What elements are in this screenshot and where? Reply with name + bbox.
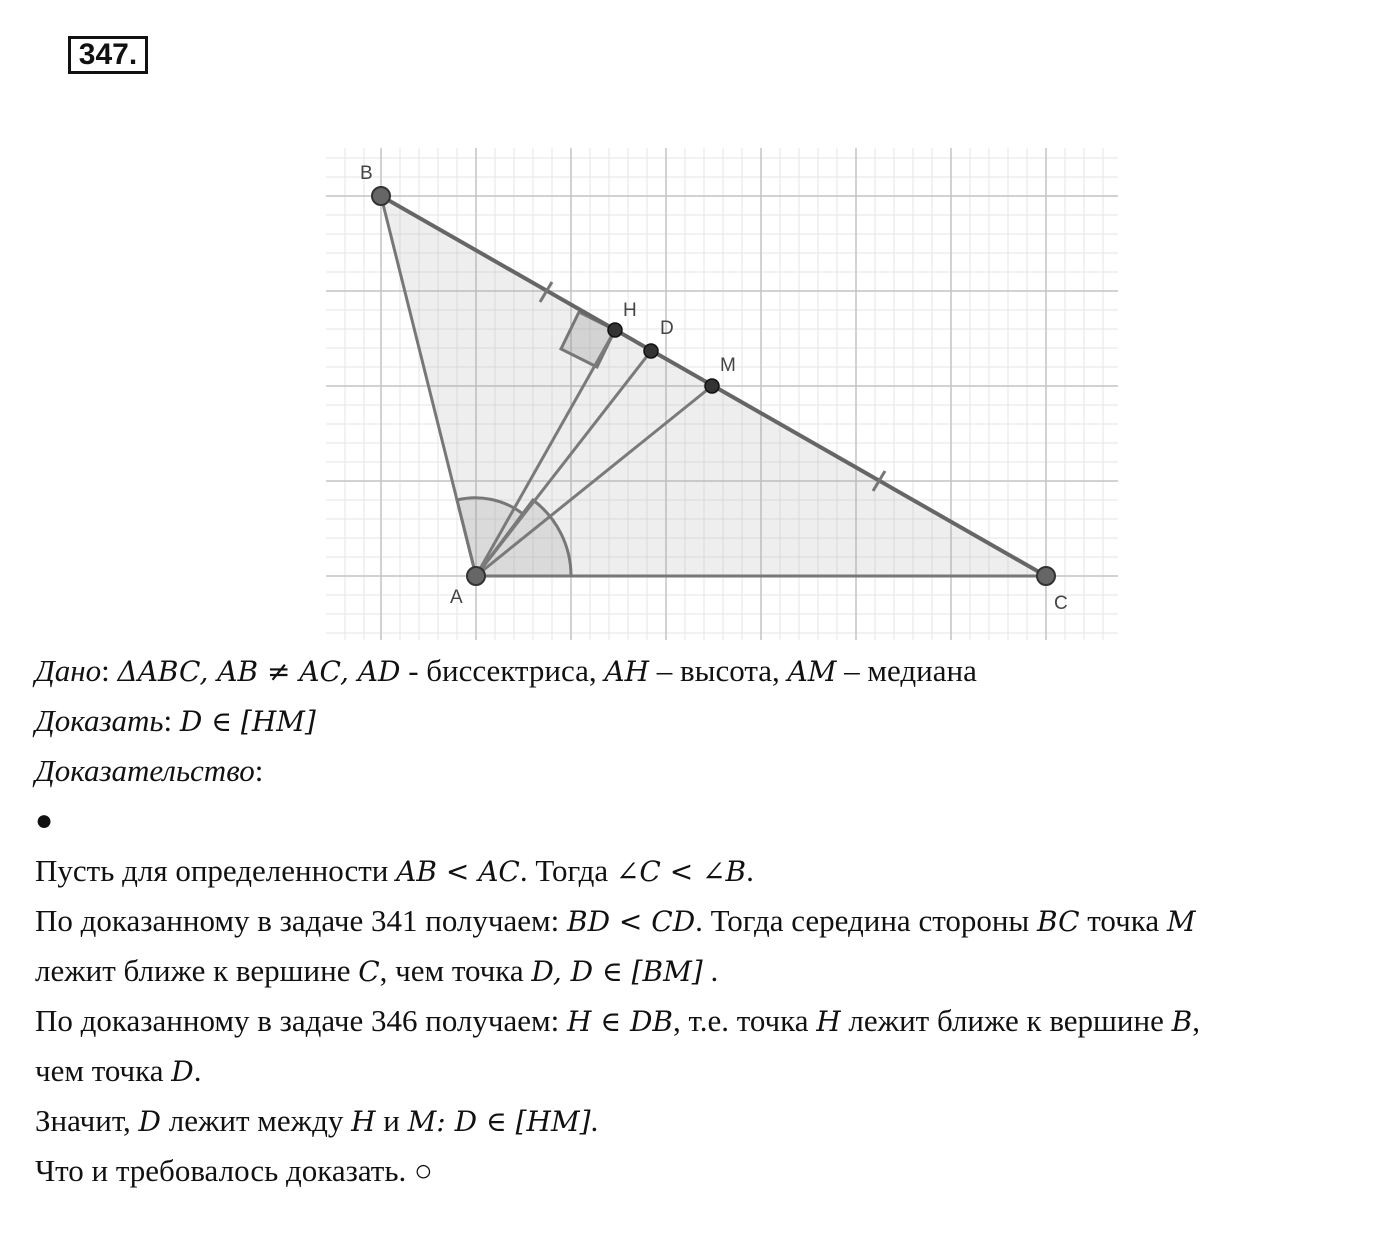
given-height-text: – высота, <box>656 653 780 688</box>
given-bisector-text: - биссектриса, <box>408 653 597 688</box>
text-span: , т.е. точка <box>672 1003 809 1038</box>
label-a: A <box>450 587 463 608</box>
text-span: чем точка <box>35 1053 164 1088</box>
math-span: BC <box>1037 905 1080 938</box>
text-span: , чем точка <box>379 953 524 988</box>
given-formula: ΔABC, AB ≠ AC, AD <box>117 655 401 688</box>
math-span: H ∈ DB <box>567 1005 673 1038</box>
math-span: H <box>351 1105 376 1138</box>
text-span: лежит ближе к вершине <box>35 953 351 988</box>
math-span: C <box>358 955 380 988</box>
given-label: Дано <box>35 653 102 688</box>
label-d: D <box>660 318 674 339</box>
text-span: точка <box>1087 903 1160 938</box>
text-span: Пусть для определенности <box>35 853 389 888</box>
text-span: . Тогда <box>519 853 609 888</box>
label-h: H <box>623 300 637 321</box>
math-span: AB < AC <box>396 855 520 888</box>
given-ah: AH <box>604 655 649 688</box>
proof-line-2 <box>35 896 1385 946</box>
point-h <box>608 323 622 337</box>
text-span: . <box>193 1053 202 1088</box>
proof-line-1 <box>35 846 1385 896</box>
given-median-text: – медиана <box>844 653 977 688</box>
math-span: D, D ∈ [BM] <box>531 955 703 988</box>
problem-number: 347. <box>68 36 148 74</box>
label-c: C <box>1054 593 1068 614</box>
label-m: M <box>720 355 736 376</box>
math-span: D <box>171 1055 194 1088</box>
given-am: AM <box>787 655 837 688</box>
proof-line-4 <box>35 996 1385 1046</box>
label-b: B <box>360 163 373 184</box>
qed-line <box>35 1146 1385 1196</box>
math-span: B <box>1171 1005 1193 1038</box>
prove-line: Доказать: D ∈ [HM] <box>35 703 316 738</box>
text-span: . Тогда середина стороны <box>695 903 1030 938</box>
proof-line-3 <box>35 946 1385 996</box>
text-span: лежит ближе к вершине <box>848 1003 1164 1038</box>
math-span: M: D ∈ [HM] <box>407 1105 591 1138</box>
proof-label: Доказательство <box>35 753 255 788</box>
prove-formula: D ∈ [HM] <box>179 705 316 738</box>
text-span: По доказанному в задаче 346 получаем: <box>35 1003 560 1038</box>
math-span: H <box>816 1005 841 1038</box>
text-span: Значит, <box>35 1103 131 1138</box>
text-span: . <box>590 1103 599 1138</box>
solution-text <box>35 646 1385 1196</box>
math-span: D <box>138 1105 161 1138</box>
text-span: . <box>710 953 719 988</box>
text-span: лежит между <box>168 1103 344 1138</box>
point-c <box>1037 567 1055 585</box>
proof-heading: Доказательство: <box>35 753 264 788</box>
text-span: , <box>1192 1003 1200 1038</box>
bullet-marker: ● <box>35 804 54 837</box>
math-span: M <box>1166 905 1196 938</box>
point-d <box>644 344 658 358</box>
text-span: . <box>746 853 754 888</box>
text-span: По доказанному в задаче 341 получаем: <box>35 903 560 938</box>
math-span: ∠C < ∠B <box>615 855 747 888</box>
point-a <box>467 567 485 585</box>
proof-line-5 <box>35 1046 1385 1096</box>
math-span: BD < CD <box>567 905 696 938</box>
point-b <box>372 187 390 205</box>
point-m <box>705 379 719 393</box>
prove-label: Доказать <box>35 703 164 738</box>
text-span: и <box>383 1103 400 1138</box>
proof-line-6 <box>35 1096 1385 1146</box>
given-line: Дано: ΔABC, AB ≠ AC, AD - биссектриса, AH – высота, AM – медиана <box>35 653 977 688</box>
qed-text: Что и требовалось доказать. ○ <box>35 1153 433 1188</box>
